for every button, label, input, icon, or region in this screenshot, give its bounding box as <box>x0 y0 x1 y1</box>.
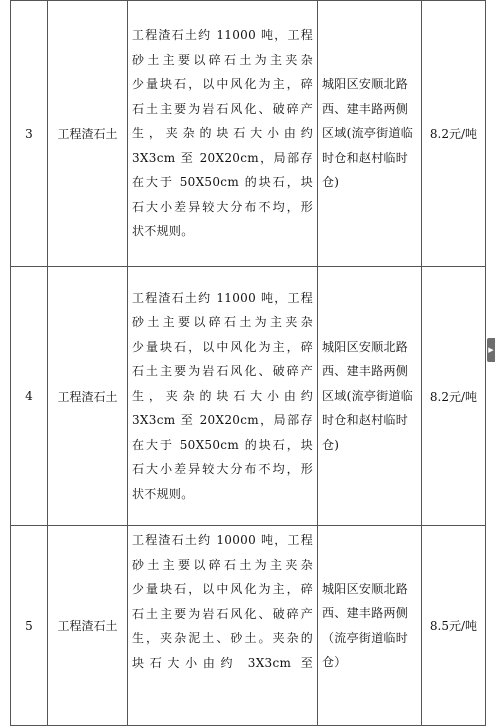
location-cell <box>318 1 422 267</box>
description-line: 砂土主要以碎石土为主夹杂 <box>132 52 313 67</box>
description-line: 在大于 50X50cm 的块石，块 <box>132 175 313 190</box>
description-line: 状不规则。 <box>132 224 194 239</box>
location-line: 城阳区安顺北路 <box>322 339 409 354</box>
location-line: 西、建丰路两侧 <box>322 101 409 116</box>
row-index-cell: 3 <box>11 1 48 267</box>
description-line: 在大于 50X50cm 的块石，块 <box>132 437 313 452</box>
price-cell: 8.5元/吨 <box>422 526 486 726</box>
material-name-cell: 工程渣石土 <box>48 526 128 726</box>
row-index-cell: 5 <box>11 526 48 726</box>
description-line: 生，夹杂的块石大小由约 <box>132 388 313 403</box>
description-line: 砂土主要以碎石土为主夹杂 <box>132 315 313 330</box>
description-line: 少量块石，以中风化为主，碎 <box>132 582 313 596</box>
table-row <box>11 267 486 526</box>
material-name-cell: 工程渣石土 <box>48 1 128 267</box>
side-panel-toggle[interactable] <box>487 338 495 362</box>
location-cell <box>318 267 422 526</box>
material-name-cell: 工程渣石土 <box>48 267 128 526</box>
description-line: 生，夹杂的块石大小由约 <box>132 126 313 141</box>
description-line: 工程渣石土约 10000 吨，工程 <box>132 533 313 547</box>
location-line: 西、建丰路两侧 <box>322 364 409 379</box>
price-cell: 8.2元/吨 <box>422 267 486 526</box>
description-line: 生，夹杂泥土、砂土。夹杂的 <box>132 631 313 645</box>
description-line: 石大小差异较大分布不均，形 <box>132 199 313 214</box>
materials-table <box>10 0 486 726</box>
description-line: 少量块石，以中风化为主，碎 <box>132 77 313 92</box>
description-line: 状不规则。 <box>132 486 194 501</box>
description-line: 3X3cm 至 20X20cm，局部存 <box>132 413 313 428</box>
location-line: 城阳区安顺北路 <box>322 77 409 92</box>
chevron-right-icon: ▶ <box>488 345 494 354</box>
description-line: 少量块石，以中风化为主，碎 <box>132 339 313 354</box>
location-line: 区域(流亭街道临 <box>322 126 414 141</box>
material-description-cell <box>128 1 318 267</box>
location-cell <box>318 526 422 726</box>
location-line: 仓) <box>322 175 340 190</box>
row-index-cell: 4 <box>11 267 48 526</box>
description-line: 3X3cm 至 20X20cm，局部存 <box>132 150 313 165</box>
description-line: 石土主要为岩石风化、破碎产 <box>132 101 313 116</box>
table-row <box>11 1 486 267</box>
material-description-cell <box>128 526 318 726</box>
material-description-cell <box>128 267 318 526</box>
location-line: （流亭街道临时 <box>322 630 409 645</box>
description-line: 工程渣石土约 11000 吨，工程 <box>132 290 313 305</box>
location-line: 仓) <box>322 437 340 452</box>
description-line: 块石大小由约 3X3cm 至 <box>132 655 313 670</box>
location-line: 仓） <box>322 655 347 669</box>
description-line: 石大小差异较大分布不均，形 <box>132 462 313 477</box>
description-line: 石土主要为岩石风化、破碎产 <box>132 364 313 379</box>
price-cell: 8.2元/吨 <box>422 1 486 267</box>
description-line: 工程渣石土约 11000 吨，工程 <box>132 28 313 43</box>
location-line: 西、建丰路两侧 <box>322 606 409 620</box>
location-line: 城阳区安顺北路 <box>322 581 409 596</box>
location-line: 时仓和赵村临时 <box>322 413 409 428</box>
description-line: 石土主要为岩石风化、破碎产 <box>132 606 313 621</box>
description-line: 砂土主要以碎石土为主夹杂 <box>132 557 313 572</box>
table-row <box>11 526 486 726</box>
location-line: 时仓和赵村临时 <box>322 150 409 165</box>
location-line: 区域(流亭街道临 <box>322 388 414 403</box>
